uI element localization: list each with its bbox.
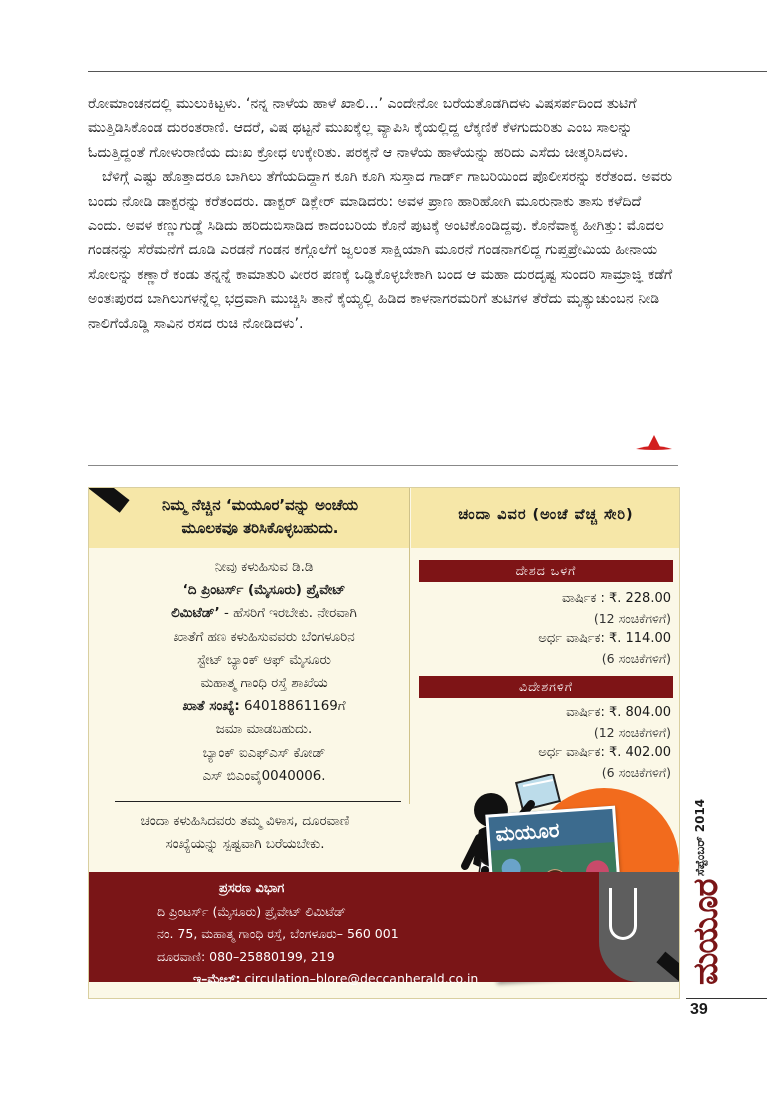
circulation-company: ದಿ ಪ್ರಿಂಟರ್ಸ್ (ಮೈಸೂರು) ಪ್ರೈವೇಟ್ ಲಿಮಿಟೆಡ್ (157, 903, 346, 919)
article-paragraph-1: ರೋಮಾಂಚನದಲ್ಲಿ ಮುಲುಕಿಟ್ಟಳು. ‘ನನ್ನ ನಾಳೆಯ ಹಾಳೆ ಖಾಲಿ...’ ಎಂದೇನೋ ಬರೆಯತೊಡಗಿದಳು ವಿಷಸರ್ಪದಿಂದ ತುಟಿಗೆ ಮುತ್ತಿಡಿಸಿಕೊಂಡ ದುರಂತರಾಣಿ. ಆದರೆ, ವಿಷ ಥಟ್ಟನೆ ಮುಖಕ್ಕೆಲ್ಲ ವ್ಯಾಪಿಸಿ ಕೈಯಲ್ಲಿದ್ದ ಲೆಕ್ಕಣಿಕೆ ಕೆಳಗುದುರಿತು ಎಂಬ ಸಾಲನ್ನು ಓದುತ್ತಿದ್ದಂತೆ ಗೋಳುರಾಣಿಯ ದುಃಖ ಕ್ರೋಧ ಉಕ್ಕೇರಿತು. ಪರಕ್ಕನೆ ಆ ನಾಳೆಯ ಹಾಳೆಯನ್ನು ಹರಿದು ಎಸೆದು ಚೀತ್ಕರಿಸಿದಳು. (88, 96, 637, 161)
magazine-cover-title: ಮಯೂರ (494, 817, 561, 847)
top-rule (88, 71, 767, 72)
article-paragraph-2: ಬೆಳಿಗ್ಗೆ ಎಷ್ಟು ಹೊತ್ತಾದರೂ ಬಾಗಿಲು ತೆಗೆಯದಿದ್ದಾಗ ಕೂಗಿ ಕೂಗಿ ಸುಸ್ತಾದ ಗಾರ್ಡ್ ಗಾಬರಿಯಿಂದ ಪೊಲೀಸರನ್ನು ಕರೆತಂದ. ಅವರು ಬಂದು ನೋಡಿ ಡಾಕ್ಟರನ್ನು ಕರೆತಂದರು. ಡಾಕ್ಟರ್ ಡಿಕ್ಲೇರ್ ಮಾಡಿದರು: ಅವಳ ಪ್ರಾಣ ಹಾರಿಹೋಗಿ ಮೂರುನಾಕು ತಾಸು ಕಳೆದಿದೆ ಎಂದು. ಅವಳ ಕಣ್ಣುಗುಡ್ಡೆ ಸಿಡಿದು ಹರಿದುಬಿಸಾಡಿದ ಕಾದಂಬರಿಯ ಕೊನೆ ಪುಟಕ್ಕೆ ಅಂಟಿಕೊಂಡಿದ್ದವು. ಕೊನೆವಾಕ್ಯ ಹೀಗಿತ್ತು: ಮೊದಲ ಗಂಡನನ್ನು ಸೆರೆಮನೆಗೆ ದೂಡಿ ಎರಡನೆ ಗಂಡನ ಕಗ್ಗೊಲೆಗೆ ಜ್ವಲಂತ ಸಾಕ್ಷಿಯಾಗಿ ಮೂರನೆ ಗಂಡನಾಗಲಿದ್ದ ಗುಪ್ತಪ್ರೇಮಿಯ ಹೀನಾಯ ಸೋಲನ್ನು ಕಣ್ಣಾರೆ ಕಂಡು ತನ್ನನ್ನೆ ಕಾಮಾತುರಿ ವೀರರ ಪಣಕ್ಕೆ ಒಡ್ಡಿಕೊಳ್ಳಬೇಕಾಗಿ ಬಂದ ಆ ಮಹಾ ದುರದೃಷ್ಟ ಸುಂದರಿ ಸಾಮ್ರಾಜ್ಞಿ ಕಡೆಗೆ ಅಂತಃಪುರದ ಬಾಗಿಲುಗಳನ್ನೆಲ್ಲ ಭದ್ರವಾಗಿ ಮುಚ್ಚಿಸಿ ತಾನೆ ಕೈಯ್ಯಲ್ಲಿ ಹಿಡಿದ ಕಾಳನಾಗರಮರಿಗೆ ತುಟಿಗಳ ತೆರೆದು ಮೃತ್ಯುಚುಂಬನ ನೀಡಿ ನಾಲಿಗೆಯೊಡ್ಡಿ ಸಾವಿನ ರಸದ ರುಚಿ ನೋಡಿದಳು’. (88, 169, 673, 332)
end-mark-icon (636, 435, 672, 455)
circulation-phone: ದೂರವಾಣಿ: 080–25880199, 219 (157, 948, 335, 964)
section-divider (88, 465, 678, 466)
circulation-details (129, 878, 509, 991)
column-divider (409, 488, 410, 804)
subscription-box (88, 487, 680, 999)
domestic-annual-price: ವಾರ್ಷಿಕ : ₹. 228.00 (561, 591, 671, 606)
foreign-annual-note: (12 ಸಂಚಿಕೆಗಳಿಗೆ) (593, 725, 671, 740)
subscription-headline: ನಿಮ್ಮ ನೆಚ್ಚಿನ ‘ಮಯೂರ’ವನ್ನು ಅಂಚೆಯ ಮೂಲಕವೂ ತರಿಸಿಕೊಳ್ಳಬಹುದು. (161, 496, 359, 537)
circulation-heading: ಪ್ರಸರಣ ವಿಭಾಗ (219, 881, 285, 896)
circulation-email: ಇ–ಮೇಲ್: circulation–blore@deccanherald.co.in (193, 971, 479, 987)
circulation-address: ನಂ. 75, ಮಹಾತ್ಮ ಗಾಂಧಿ ರಸ್ತೆ, ಬೆಂಗಳೂರು– 560 001 (157, 926, 399, 942)
foreign-half-note: (6 ಸಂಚಿಕೆಗಳಿಗೆ) (601, 765, 671, 780)
subscriber-note: ಚಂದಾ ಕಳುಹಿಸಿದವರು ತಮ್ಮ ವಿಳಾಸ, ದೂರವಾಣಿ ಸಂಖ್ಯೆಯನ್ನು ಸ್ಪಷ್ಟವಾಗಿ ಬರೆಯಬೇಕು. (140, 814, 350, 852)
foreign-annual-price: ವಾರ್ಷಿಕ: ₹. 804.00 (566, 705, 671, 720)
foreign-rates-label: ವಿದೇಶಗಳಿಗೆ (419, 676, 673, 698)
domestic-half-note: (6 ಸಂಚಿಕೆಗಳಿಗೆ) (601, 651, 671, 666)
page-number: 39 (690, 1001, 708, 1018)
instructions-divider (115, 801, 401, 802)
footer-rule (686, 998, 767, 999)
brand-logo: ಮಯೂರ (686, 879, 726, 985)
article-text (88, 92, 678, 336)
domestic-half-price: ಅರ್ಧ ವಾರ್ಷಿಕ: ₹. 114.00 (538, 631, 671, 646)
payment-instructions: ನೀವು ಕಳುಹಿಸುವ ಡಿ.ಡಿ ‘ದಿ ಪ್ರಿಂಟರ್ಸ್ (ಮೈಸೂರು) ಪ್ರೈವೇಟ್ ಲಿಮಿಟೆಡ್’ - ಹೆಸರಿಗೆ ಇರಬೇಕು. ನೇರವಾಗಿ ಖಾತೆಗೆ ಹಣ ಕಳುಹಿಸುವವರು ಬೆಂಗಳೂರಿನ ಸ್ಟೇಟ್ ಬ್ಯಾಂಕ್ ಆಫ್ ಮೈಸೂರು ಮಹಾತ್ಮ ಗಾಂಧಿ ರಸ್ತೆ ಶಾಖೆಯ ಖಾತೆ ಸಂಖ್ಯೆ: 64018861169ಗೆ ಜಮಾ ಮಾಡಬಹುದು. ಬ್ಯಾಂಕ್ ಐಎಫ್‌ಎಸ್ ಕೋಡ್ ಎಸ್ ಬಿಎಂವೈ0040006. (171, 560, 357, 784)
hook-icon (609, 888, 637, 940)
rates-headline: ಚಂದಾ ವಿವರ (ಅಂಚೆ ವೆಚ್ಚ ಸೇರಿ) (458, 507, 634, 523)
issue-date: ಸೆಪ್ಟೆಂಬರ್ 2014 (693, 798, 707, 876)
foreign-half-price: ಅರ್ಧ ವಾರ್ಷಿಕ: ₹. 402.00 (538, 745, 671, 760)
domestic-rates-label: ದೇಶದ ಒಳಗೆ (419, 560, 673, 582)
domestic-annual-note: (12 ಸಂಚಿಕೆಗಳಿಗೆ) (593, 611, 671, 626)
